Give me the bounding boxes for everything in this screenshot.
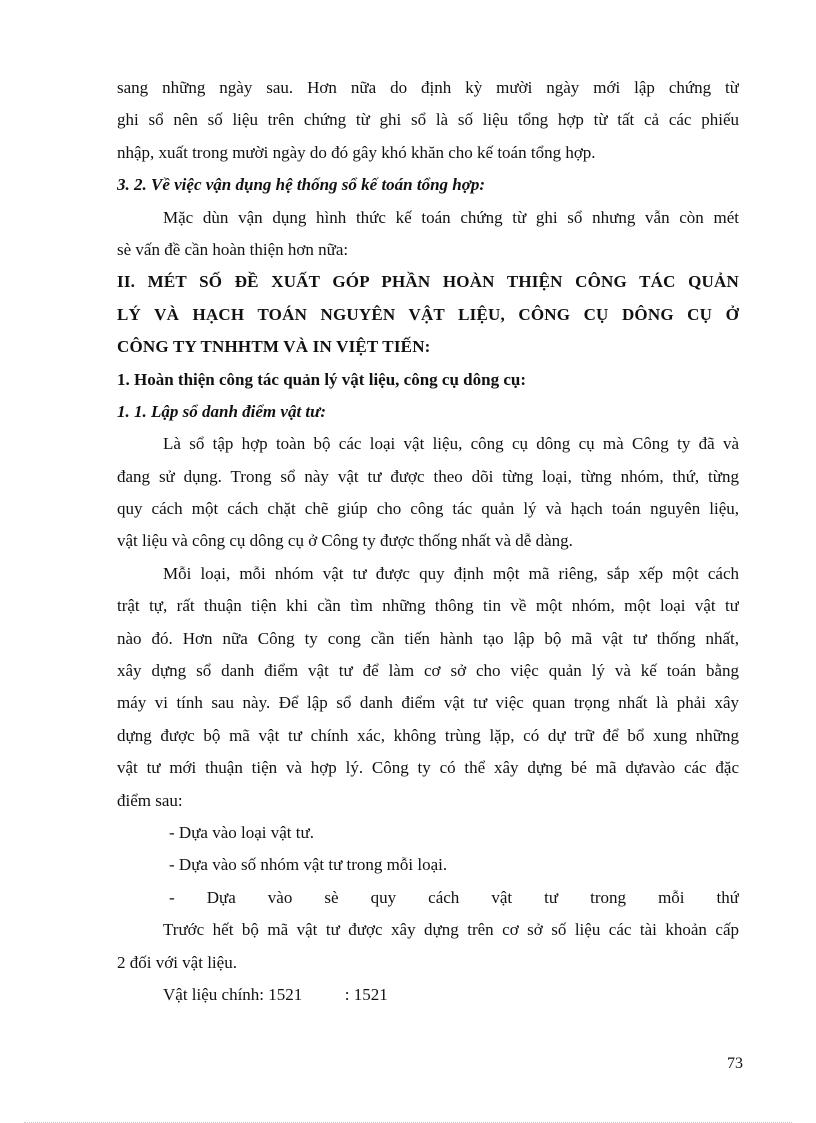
text-line: Mỗi loại, mỗi nhóm vật tư được quy định một mã riêng, sắp xếp một cách <box>163 563 739 583</box>
text-line: vật liệu và công cụ dông cụ ở Công ty được thống nhất và dễ dàng. <box>117 531 573 551</box>
text-line: sang những ngày sau. Hơn nữa do định kỳ mười ngày mới lập chứng từ <box>117 78 739 97</box>
document-page <box>117 72 739 1011</box>
text-line: nào đó. Hơn nữa Công ty cong cần tiến hành tạo lập bộ mã vật tư thống nhất, <box>117 628 739 648</box>
text-line: dựng được bộ mã vật tư chính xác, không trùng lặp, có dự trữ để bổ xung những <box>117 725 739 745</box>
text-line: ghi sổ nên số liệu trên chứng từ ghi sổ là số liệu tổng hợp từ tất cả các phiếu <box>117 110 739 130</box>
text-line: đang sử dụng. Trong sổ này vật tư được theo dõi từng loại, từng nhóm, thứ, từng <box>117 466 739 486</box>
text-line: điểm sau: <box>117 790 183 810</box>
page-number: 73 <box>727 1055 743 1072</box>
list-item: - Dựa vào loại vật tư. <box>169 822 314 842</box>
text-line: nhập, xuất trong mười ngày do đó gây khó khăn cho kế toán tổng hợp. <box>117 142 596 162</box>
subsection-heading: 1. 1. Lập sổ danh điểm vật tư: <box>117 401 326 421</box>
chapter-heading: CÔNG TY TNHHTM VÀ IN VIỆT TIẾN: <box>117 337 431 357</box>
section-heading: 3. 2. Về việc vận dụng hệ thống sổ kế toán tổng hợp: <box>117 175 486 195</box>
subsection-heading: 1. Hoàn thiện công tác quản lý vật liệu, công cụ dông cụ: <box>117 369 526 389</box>
text-line: máy vi tính sau này. Để lập sổ danh điểm vật tư việc quan trọng nhất là phải xây <box>117 693 739 713</box>
text-line: xây dựng sổ danh điểm vật tư để làm cơ sở cho việc quản lý và kế toán bằng <box>117 661 739 681</box>
list-item: - Dựa vào sè quy cách vật tư trong mỗi thứ <box>169 887 739 907</box>
chapter-heading: II. MÉT SỐ ĐỀ XUẤT GÓP PHẦN HOÀN THIỆN CÔNG TÁC QUẢN <box>117 272 739 292</box>
text-line: vật tư mới thuận tiện và hợp lý. Công ty có thể xây dựng bé mã dựavào các đặc <box>117 758 739 778</box>
text-line: Trước hết bộ mã vật tư được xây dựng trên cơ sở số liệu các tài khoản cấp <box>163 920 739 940</box>
text-line: quy cách một cách chặt chẽ giúp cho công tác quản lý và hạch toán nguyên liệu, <box>117 499 739 519</box>
chapter-heading: LÝ VÀ HẠCH TOÁN NGUYÊN VẬT LIỆU, CÔNG CỤ DÔNG CỤ Ở <box>117 304 739 324</box>
list-item: - Dựa vào số nhóm vật tư trong mỗi loại. <box>169 855 448 875</box>
text-line: Mặc dùn vận dụng hình thức kế toán chứng từ ghi sổ nhưng vẫn còn mét <box>163 207 739 227</box>
text-line: Vật liệu chính: 1521 : 1521 <box>163 984 388 1004</box>
text-line: 2 đối với vật liệu. <box>117 952 237 972</box>
text-line: Là sổ tập hợp toàn bộ các loại vật liệu, công cụ dông cụ mà Công ty đã và <box>163 434 739 454</box>
text-line: sè vấn đề cần hoàn thiện hơn nữa: <box>117 239 349 259</box>
text-line: trật tự, rất thuận tiện khi cần tìm những thông tin về một nhóm, một loại vật tư <box>117 596 739 616</box>
